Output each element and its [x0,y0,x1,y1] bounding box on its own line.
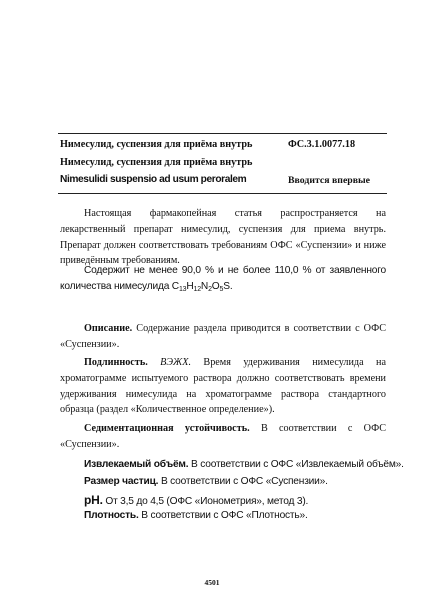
title-russian-line2: Нимесулид, суспензия для приёма внутрь [60,157,253,168]
particle-size-line [84,476,328,487]
particle-text: В соответствии с ОФС «Суспензии». [158,476,328,487]
content-paragraph [60,263,386,295]
extractable-term: Извлекаемый объём. [84,459,189,470]
extractable-volume-line [84,459,404,470]
ph-text: От 3,5 до 4,5 (ОФС «Ионометрия», метод 3). [102,496,309,507]
ph-term: pH. [84,493,103,507]
formula-n-label: N [200,280,209,292]
density-line [84,510,308,521]
formula-tail: S. [223,280,233,292]
authenticity-text: Время удерживания нимесулида на хроматограмме испытуемого раствора должно соответствовать времени удерживания нимесулида на хроматограмме раствора стандартного образца (раздел «Количественное определение»). [60,357,386,416]
page-number: 4501 [204,578,220,587]
sedimentation-paragraph [60,421,386,453]
content-text: Содержит не менее 90,0 % и не более 110,0 % от заявленного количества нимесулида C [60,265,386,292]
description-term: Описание. [84,323,133,334]
formula-o-count: 5 [219,285,224,293]
description-text: Содержание раздела приводится в соответствии с ОФС «Суспензии». [60,323,386,350]
density-term: Плотность. [84,510,139,521]
authenticity-method: ВЭЖХ. [147,357,192,368]
authenticity-paragraph [60,355,386,418]
formula-o-label: O [211,280,220,292]
title-russian-line1: Нимесулид, суспензия для приёма внутрь [60,139,253,150]
extractable-text: В соответствии с ОФС «Извлекаемый объём». [188,459,404,470]
formula-c-count: 13 [178,285,187,293]
formula-n-count: 2 [208,285,212,293]
scope-paragraph: Настоящая фармакопейная статья распространяется на лекарственный препарат нимесулид, суспензия для приема внутрь. Препарат должен соответствовать требованиям ОФС «Суспензии» и ниже приведённым требованиям. [60,208,386,267]
title-latin: Nimesulidi suspensio ad usum peroralem [60,174,247,185]
formula-h-label: H [186,280,194,292]
introduction-status: Вводится впервые [288,175,371,186]
monograph-code: ФС.3.1.0077.18 [288,139,356,150]
header-top-rule [58,133,387,134]
formula-h-count: 12 [193,285,201,293]
sedimentation-term: Седиментационная устойчивость. [84,423,250,434]
sedimentation-text: В соответствии с ОФС «Суспензии». [60,423,386,450]
description-paragraph [60,321,386,353]
density-text: В соответствии с ОФС «Плотность». [138,510,308,521]
particle-term: Размер частиц. [84,476,159,487]
header-bottom-rule [58,193,387,194]
ph-line [84,493,308,507]
authenticity-term: Подлинность. [84,357,148,368]
